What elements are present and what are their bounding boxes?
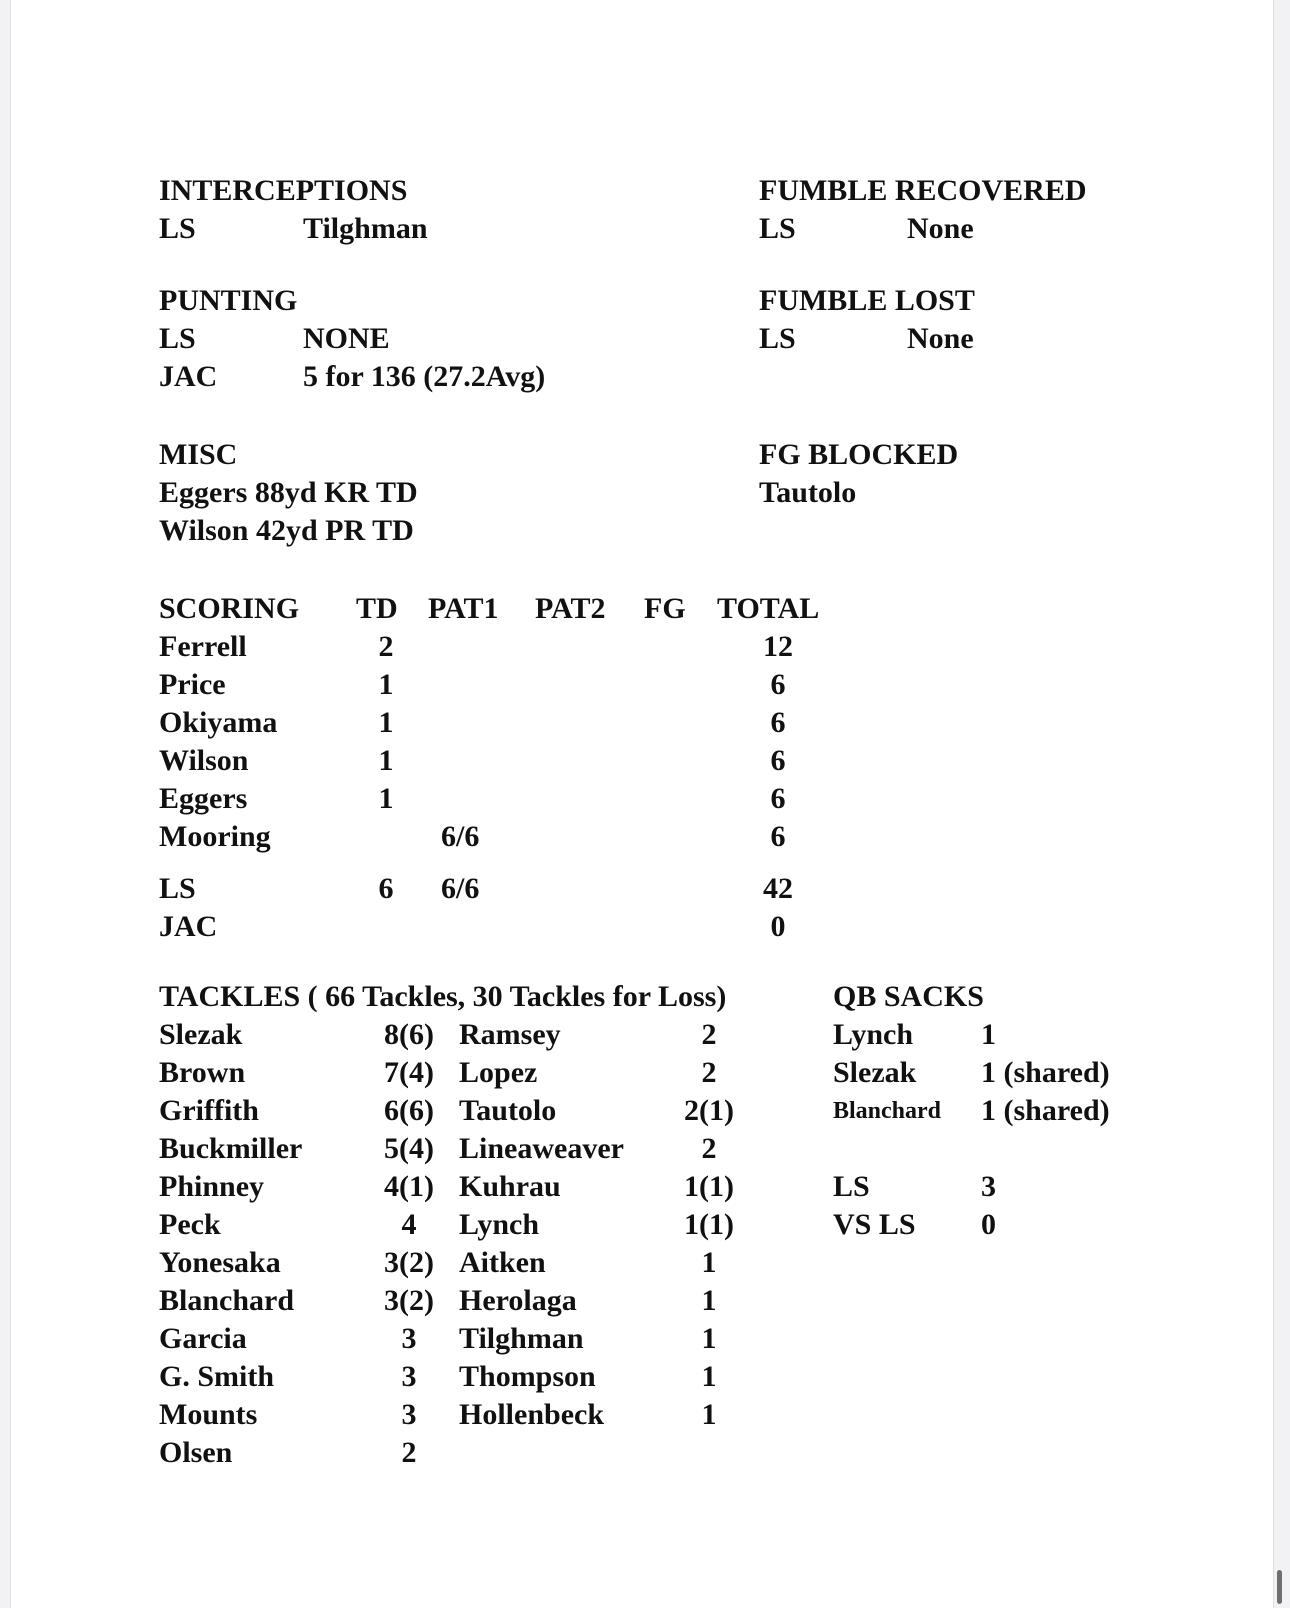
punting-heading: PUNTING	[159, 284, 298, 317]
scoring-player-td: 1	[378, 668, 394, 701]
fumble-recovered-heading: FUMBLE RECOVERED	[759, 174, 1087, 207]
scoring-player-total: 6	[770, 782, 786, 815]
fumble-recovered-value: None	[907, 212, 974, 245]
scoring-player-name: Price	[159, 668, 226, 701]
document-page	[10, 0, 1274, 1608]
scoring-player-name: Mooring	[159, 820, 271, 853]
tackles-player: Olsen	[159, 1436, 233, 1469]
fg-blocked-heading: FG BLOCKED	[759, 438, 959, 471]
tackles-heading: TACKLES ( 66 Tackles, 30 Tackles for Loss)	[159, 980, 727, 1013]
tackles-count: 2	[401, 1436, 417, 1469]
tackles-player: Phinney	[159, 1170, 265, 1203]
qb-sacks-player: Lynch	[833, 1018, 914, 1051]
tackles-count: 1	[701, 1246, 717, 1279]
tackles-count: 3	[401, 1360, 417, 1393]
scoring-team-td: 6	[378, 872, 394, 905]
scoring-player-total: 6	[770, 706, 786, 739]
qb-sacks-count: 1 (shared)	[981, 1056, 1110, 1089]
tackles-count: 3(2)	[384, 1284, 434, 1317]
tackles-player: Lineaweaver	[459, 1132, 624, 1165]
tackles-count: 1(1)	[684, 1208, 734, 1241]
fumble-lost-team: LS	[759, 322, 796, 355]
tackles-count: 5(4)	[384, 1132, 434, 1165]
misc-heading: MISC	[159, 438, 238, 471]
tackles-count: 3	[401, 1322, 417, 1355]
tackles-player: Lopez	[459, 1056, 538, 1089]
scoring-player-total: 12	[763, 630, 793, 663]
tackles-count: 6(6)	[384, 1094, 434, 1127]
scoring-player-name: Wilson	[159, 744, 249, 777]
punting-team: LS	[159, 322, 196, 355]
scoring-player-td: 1	[378, 744, 394, 777]
tackles-count: 8(6)	[384, 1018, 434, 1051]
fumble-recovered-team: LS	[759, 212, 796, 245]
scoring-player-total: 6	[770, 820, 786, 853]
qb-sacks-team-count: 3	[981, 1170, 996, 1203]
tackles-player: Garcia	[159, 1322, 247, 1355]
tackles-count: 2(1)	[684, 1094, 734, 1127]
scoring-header-fg: FG	[644, 592, 686, 625]
scoring-team-total: 42	[763, 872, 793, 905]
tackles-count: 2	[701, 1056, 717, 1089]
tackles-count: 4	[401, 1208, 417, 1241]
tackles-player: Aitken	[459, 1246, 546, 1279]
tackles-count: 1	[701, 1322, 717, 1355]
scoring-player-total: 6	[770, 744, 786, 777]
tackles-player: G. Smith	[159, 1360, 275, 1393]
tackles-count: 7(4)	[384, 1056, 434, 1089]
interceptions-team: LS	[159, 212, 196, 245]
punting-value: 5 for 136 (27.2Avg)	[303, 360, 546, 393]
tackles-player: Blanchard	[159, 1284, 295, 1317]
fumble-lost-heading: FUMBLE LOST	[759, 284, 975, 317]
fumble-lost-value: None	[907, 322, 974, 355]
scoring-player-name: Okiyama	[159, 706, 278, 739]
scoring-player-td: 1	[378, 782, 394, 815]
scoring-player-pat1: 6/6	[441, 820, 480, 853]
tackles-player: Yonesaka	[159, 1246, 281, 1279]
scoring-player-name: Eggers	[159, 782, 248, 815]
tackles-player: Tautolo	[459, 1094, 557, 1127]
scoring-player-name: Ferrell	[159, 630, 247, 663]
scoring-header-pat2: PAT2	[535, 592, 606, 625]
scoring-team-name: LS	[159, 872, 196, 905]
tackles-count: 1	[701, 1398, 717, 1431]
tackles-count: 1(1)	[684, 1170, 734, 1203]
tackles-player: Slezak	[159, 1018, 243, 1051]
qb-sacks-heading: QB SACKS	[833, 980, 984, 1013]
scoring-player-total: 6	[770, 668, 786, 701]
scrollbar-thumb[interactable]	[1277, 1570, 1282, 1604]
tackles-player: Ramsey	[459, 1018, 561, 1051]
tackles-count: 1	[701, 1284, 717, 1317]
interceptions-heading: INTERCEPTIONS	[159, 174, 408, 207]
tackles-player: Tilghman	[459, 1322, 584, 1355]
tackles-count: 2	[701, 1018, 717, 1051]
tackles-count: 2	[701, 1132, 717, 1165]
qb-sacks-player: Slezak	[833, 1056, 917, 1089]
tackles-player: Hollenbeck	[459, 1398, 605, 1431]
interceptions-player: Tilghman	[303, 212, 428, 245]
qb-sacks-player: Blanchard	[833, 1098, 942, 1124]
qb-sacks-team-count: 0	[981, 1208, 996, 1241]
scoring-player-td: 2	[378, 630, 394, 663]
tackles-player: Griffith	[159, 1094, 259, 1127]
tackles-player: Mounts	[159, 1398, 258, 1431]
scoring-header-td: TD	[356, 592, 398, 625]
tackles-player: Buckmiller	[159, 1132, 303, 1165]
tackles-count: 3(2)	[384, 1246, 434, 1279]
tackles-count: 1	[701, 1360, 717, 1393]
scoring-header: SCORING	[159, 592, 300, 625]
fg-blocked-player: Tautolo	[759, 476, 857, 509]
scoring-player-td: 1	[378, 706, 394, 739]
qb-sacks-team: VS LS	[833, 1208, 916, 1241]
punting-value: NONE	[303, 322, 390, 355]
tackles-count: 4(1)	[384, 1170, 434, 1203]
scoring-header-total: TOTAL	[717, 592, 820, 625]
tackles-player: Herolaga	[459, 1284, 577, 1317]
misc-line: Wilson 42yd PR TD	[159, 514, 414, 547]
punting-team: JAC	[159, 360, 218, 393]
scoring-header-pat1: PAT1	[428, 592, 499, 625]
tackles-player: Kuhrau	[459, 1170, 561, 1203]
tackles-player: Lynch	[459, 1208, 540, 1241]
scoring-team-pat1: 6/6	[441, 872, 480, 905]
scoring-team-name: JAC	[159, 910, 218, 943]
tackles-player: Brown	[159, 1056, 246, 1089]
qb-sacks-team: LS	[833, 1170, 870, 1203]
qb-sacks-count: 1 (shared)	[981, 1094, 1110, 1127]
qb-sacks-count: 1	[981, 1018, 996, 1051]
misc-line: Eggers 88yd KR TD	[159, 476, 418, 509]
scoring-team-total: 0	[770, 910, 786, 943]
tackles-player: Thompson	[459, 1360, 596, 1393]
tackles-player: Peck	[159, 1208, 221, 1241]
tackles-count: 3	[401, 1398, 417, 1431]
